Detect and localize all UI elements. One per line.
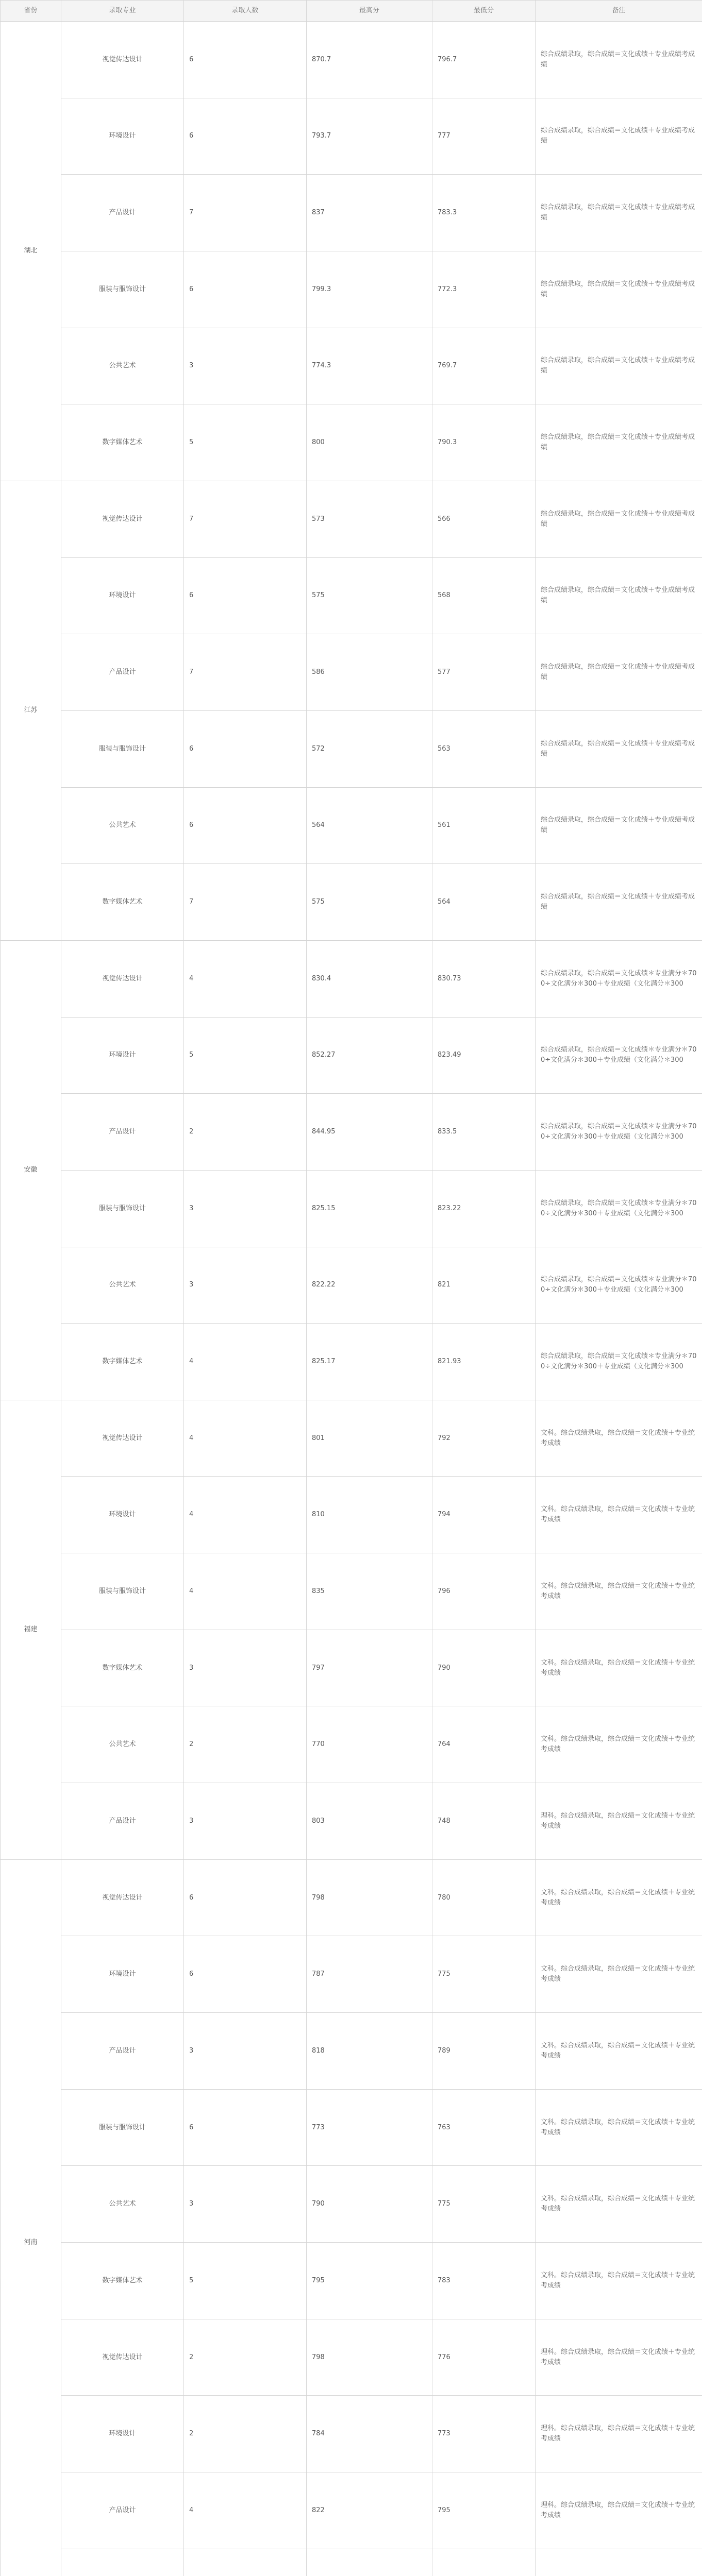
count-cell: 4 [184,1400,307,1477]
note-cell: 文科。综合成绩录取，综合成绩＝文化成绩＋专业统考成绩 [536,2243,702,2319]
max-score-cell: 787 [307,1936,432,2013]
note-cell: 综合成绩录取，综合成绩＝文化成绩＋专业成绩考成绩 [536,787,702,864]
max-score-cell: 837 [307,175,432,251]
note-cell: 综合成绩录取，综合成绩＝文化成绩＋专业成绩考成绩 [536,864,702,941]
header-province: 省份 [1,1,61,22]
table-row [1,1017,702,1094]
table-row [1,634,702,711]
min-score-cell: 794 [432,1477,536,1553]
table-row [1,1630,702,1706]
min-score-cell: 790.3 [432,404,536,481]
max-score-cell: 793.7 [307,98,432,175]
note-cell: 理科。综合成绩录取，综合成绩＝文化成绩＋专业统考成绩 [536,2319,702,2396]
table-row [1,2089,702,2166]
table-row [1,1783,702,1860]
max-score-cell: 801 [307,1400,432,1477]
major-cell: 环境设计 [61,98,184,175]
table-row [1,22,702,98]
table-row [1,787,702,864]
max-score-cell: 564 [307,787,432,864]
count-cell: 6 [184,787,307,864]
note-cell: 综合成绩录取，综合成绩＝文化成绩＋专业成绩考成绩 [536,175,702,251]
min-score-cell: 775 [432,1936,536,2013]
note-cell: 理科。综合成绩录取，综合成绩＝文化成绩＋专业统考成绩 [536,1783,702,1860]
table-row [1,2472,702,2549]
table-row [1,1170,702,1247]
min-score-cell: 833.5 [432,1094,536,1171]
note-cell: 综合成绩录取，综合成绩＝文化成绩＊专业满分＊70 0÷文化满分＊300＋专业成绩（文化满分＊300 [536,1094,702,1171]
note-cell: 综合成绩录取，综合成绩＝文化成绩＊专业满分＊70 0÷文化满分＊300＋专业成绩（文化满分＊300 [536,1170,702,1247]
table-row [1,1324,702,1400]
max-score-cell: 573 [307,481,432,557]
count-cell: 2 [184,1094,307,1171]
major-cell: 视觉传达设计 [61,1859,184,1936]
note-cell: 综合成绩录取，综合成绩＝文化成绩＋专业成绩考成绩 [536,404,702,481]
count-cell: 6 [184,1859,307,1936]
table-row [1,98,702,175]
count-cell: 7 [184,864,307,941]
table-row [1,2319,702,2396]
major-cell: 产品设计 [61,175,184,251]
min-score-cell: 776 [432,2319,536,2396]
major-cell: 产品设计 [61,1783,184,1860]
table-row [1,1936,702,2013]
major-cell: 服装与服饰设计 [61,251,184,328]
note-cell: 文科。综合成绩录取，综合成绩＝文化成绩＋专业统考成绩 [536,1553,702,1630]
count-cell: 3 [184,1630,307,1706]
min-score-cell: 775 [432,2166,536,2243]
major-cell: 服装与服饰设计 [61,1170,184,1247]
header-min-score: 最低分 [432,1,536,22]
table-row [1,940,702,1017]
count-cell: 7 [184,175,307,251]
count-cell: 7 [184,634,307,711]
min-score-cell: 577 [432,634,536,711]
header-major: 录取专业 [61,1,184,22]
min-score-cell: 772.3 [432,251,536,328]
note-cell: 文科。综合成绩录取，综合成绩＝文化成绩＋专业统考成绩 [536,2166,702,2243]
note-cell: 综合成绩录取，综合成绩＝文化成绩＊专业满分＊70 0÷文化满分＊300＋专业成绩（文化满分＊300 [536,940,702,1017]
max-score-cell: 575 [307,864,432,941]
min-score-cell: 773 [432,2396,536,2472]
count-cell: 4 [184,940,307,1017]
note-cell: 综合成绩录取，综合成绩＝文化成绩＋专业成绩考成绩 [536,557,702,634]
note-cell: 综合成绩录取，综合成绩＝文化成绩＋专业成绩考成绩 [536,481,702,557]
count-cell: 6 [184,557,307,634]
major-cell: 数字媒体艺术 [61,864,184,941]
min-score-cell: 821 [432,1247,536,1324]
major-cell: 产品设计 [61,2472,184,2549]
major-cell: 产品设计 [61,634,184,711]
note-cell: 综合成绩录取，综合成绩＝文化成绩＊专业满分＊70 0÷文化满分＊300＋专业成绩（文化满分＊300 [536,1017,702,1094]
major-cell: 产品设计 [61,1094,184,1171]
note-cell: 综合成绩录取，综合成绩＝文化成绩＋专业成绩考成绩 [536,710,702,787]
count-cell: 6 [184,98,307,175]
note-cell: 文科。综合成绩录取，综合成绩＝文化成绩＋专业统考成绩 [536,1400,702,1477]
min-score-cell: 783 [432,2243,536,2319]
major-cell: 视觉传达设计 [61,1400,184,1477]
major-cell: 视觉传达设计 [61,22,184,98]
count-cell: 5 [184,2243,307,2319]
max-score-cell: 825.17 [307,1324,432,1400]
max-score-cell: 800 [307,404,432,481]
max-score-cell: 799.3 [307,251,432,328]
max-score-cell: 790 [307,2166,432,2243]
table-row [1,710,702,787]
table-row [1,1094,702,1171]
min-score-cell: 830.73 [432,940,536,1017]
count-cell: 4 [184,1324,307,1400]
note-cell: 综合成绩录取，综合成绩＝文化成绩＋专业成绩考成绩 [536,98,702,175]
min-score-cell: 780 [432,1859,536,1936]
max-score-cell: 795 [307,2243,432,2319]
header-count: 录取人数 [184,1,307,22]
min-score-cell: 561 [432,787,536,864]
header-max-score: 最高分 [307,1,432,22]
min-score-cell: 568 [432,557,536,634]
table-row [1,2013,702,2090]
note-cell: 理科。综合成绩录取，综合成绩＝文化成绩＋专业统考成绩 [536,2396,702,2472]
note-cell: 文科。综合成绩录取，综合成绩＝文化成绩＋专业统考成绩 [536,1477,702,1553]
table-row [1,328,702,404]
count-cell: 3 [184,2013,307,2090]
count-cell: 3 [184,328,307,404]
min-score-cell: 777 [432,98,536,175]
max-score-cell: 784 [307,2396,432,2472]
note-cell: 综合成绩录取，综合成绩＝文化成绩＋专业成绩考成绩 [536,251,702,328]
province-cell: 湖北 [1,22,61,481]
note-cell: 文科。综合成绩录取，综合成绩＝文化成绩＋专业统考成绩 [536,1630,702,1706]
max-score-cell: 798 [307,1859,432,1936]
count-cell: 2 [184,2319,307,2396]
count-cell: 7 [184,481,307,557]
major-cell: 数字媒体艺术 [61,2243,184,2319]
count-cell: 4 [184,1553,307,1630]
max-score-cell: 770 [307,1706,432,1783]
max-score-cell: 774.3 [307,328,432,404]
note-cell: 综合成绩录取，综合成绩＝文化成绩＊专业满分＊70 0÷文化满分＊300＋专业成绩（文化满分＊300 [536,1247,702,1324]
min-score-cell: 769.7 [432,328,536,404]
count-cell: 6 [184,251,307,328]
major-cell: 服装与服饰设计 [61,1553,184,1630]
max-score-cell: 830.4 [307,940,432,1017]
major-cell: 公共艺术 [61,1706,184,1783]
min-score-cell: 763 [432,2089,536,2166]
min-score-cell: 790 [432,1630,536,1706]
table-row [1,1400,702,1477]
major-cell: 公共艺术 [61,1247,184,1324]
min-score-cell: 823.49 [432,1017,536,1094]
max-score-cell [307,2549,432,2576]
major-cell: 环境设计 [61,557,184,634]
table-row [1,175,702,251]
note-cell: 文科。综合成绩录取，综合成绩＝文化成绩＋专业统考成绩 [536,1706,702,1783]
major-cell: 服装与服饰设计 [61,2089,184,2166]
max-score-cell: 844.95 [307,1094,432,1171]
max-score-cell: 798 [307,2319,432,2396]
count-cell: 2 [184,1706,307,1783]
major-cell: 环境设计 [61,1936,184,2013]
max-score-cell: 818 [307,2013,432,2090]
max-score-cell: 797 [307,1630,432,1706]
count-cell: 6 [184,1936,307,2013]
table-header-row [1,1,702,22]
max-score-cell: 825.15 [307,1170,432,1247]
major-cell: 服装与服饰设计 [61,710,184,787]
min-score-cell: 748 [432,1783,536,1860]
province-cell: 河南 [1,1859,61,2576]
count-cell: 6 [184,22,307,98]
note-cell: 综合成绩录取，综合成绩＝文化成绩＋专业成绩考成绩 [536,22,702,98]
major-cell: 视觉传达设计 [61,481,184,557]
note-cell: 文科。综合成绩录取，综合成绩＝文化成绩＋专业统考成绩 [536,1859,702,1936]
max-score-cell: 822.22 [307,1247,432,1324]
min-score-cell: 796.7 [432,22,536,98]
max-score-cell: 803 [307,1783,432,1860]
major-cell: 视觉传达设计 [61,2319,184,2396]
max-score-cell: 572 [307,710,432,787]
min-score-cell: 764 [432,1706,536,1783]
count-cell: 6 [184,2089,307,2166]
count-cell: 3 [184,2166,307,2243]
note-cell [536,2549,702,2576]
min-score-cell: 792 [432,1400,536,1477]
province-cell: 安徽 [1,940,61,1400]
table-row [1,1553,702,1630]
table-row [1,1706,702,1783]
max-score-cell: 810 [307,1477,432,1553]
major-cell [61,2549,184,2576]
province-cell: 福建 [1,1400,61,1859]
max-score-cell: 852.27 [307,1017,432,1094]
max-score-cell: 822 [307,2472,432,2549]
province-cell: 江苏 [1,481,61,940]
major-cell: 公共艺术 [61,2166,184,2243]
note-cell: 文科。综合成绩录取，综合成绩＝文化成绩＋专业统考成绩 [536,2089,702,2166]
table-row [1,2166,702,2243]
major-cell: 数字媒体艺术 [61,1630,184,1706]
note-cell: 综合成绩录取，综合成绩＝文化成绩＊专业满分＊70 0÷文化满分＊300＋专业成绩（文化满分＊300 [536,1324,702,1400]
note-cell: 理科。综合成绩录取，综合成绩＝文化成绩＋专业统考成绩 [536,2472,702,2549]
table-row [1,2243,702,2319]
count-cell: 4 [184,1477,307,1553]
min-score-cell: 563 [432,710,536,787]
min-score-cell: 783.3 [432,175,536,251]
note-cell: 综合成绩录取，综合成绩＝文化成绩＋专业成绩考成绩 [536,328,702,404]
max-score-cell: 835 [307,1553,432,1630]
table-row [1,1247,702,1324]
count-cell: 3 [184,1247,307,1324]
count-cell: 5 [184,1017,307,1094]
count-cell: 4 [184,2472,307,2549]
table-row [1,557,702,634]
min-score-cell: 566 [432,481,536,557]
min-score-cell: 789 [432,2013,536,2090]
max-score-cell: 586 [307,634,432,711]
major-cell: 数字媒体艺术 [61,1324,184,1400]
max-score-cell: 575 [307,557,432,634]
table-body [1,22,702,2576]
note-cell: 文科。综合成绩录取，综合成绩＝文化成绩＋专业统考成绩 [536,1936,702,2013]
min-score-cell [432,2549,536,2576]
max-score-cell: 870.7 [307,22,432,98]
max-score-cell: 773 [307,2089,432,2166]
count-cell: 5 [184,404,307,481]
min-score-cell: 564 [432,864,536,941]
major-cell: 环境设计 [61,1017,184,1094]
table-row [1,2549,702,2576]
major-cell: 环境设计 [61,2396,184,2472]
count-cell: 3 [184,1170,307,1247]
min-score-cell: 823.22 [432,1170,536,1247]
min-score-cell: 796 [432,1553,536,1630]
table-row [1,1477,702,1553]
min-score-cell: 795 [432,2472,536,2549]
major-cell: 视觉传达设计 [61,940,184,1017]
header-note: 备注 [536,1,702,22]
major-cell: 数字媒体艺术 [61,404,184,481]
count-cell [184,2549,307,2576]
table-row [1,404,702,481]
major-cell: 环境设计 [61,1477,184,1553]
count-cell: 3 [184,1783,307,1860]
table-row [1,1859,702,1936]
note-cell: 文科。综合成绩录取，综合成绩＝文化成绩＋专业统考成绩 [536,2013,702,2090]
table-row [1,864,702,941]
major-cell: 公共艺术 [61,787,184,864]
min-score-cell: 821.93 [432,1324,536,1400]
table-row [1,251,702,328]
note-cell: 综合成绩录取，综合成绩＝文化成绩＋专业成绩考成绩 [536,634,702,711]
table-row [1,481,702,557]
major-cell: 公共艺术 [61,328,184,404]
major-cell: 产品设计 [61,2013,184,2090]
count-cell: 2 [184,2396,307,2472]
table-row [1,2396,702,2472]
count-cell: 6 [184,710,307,787]
